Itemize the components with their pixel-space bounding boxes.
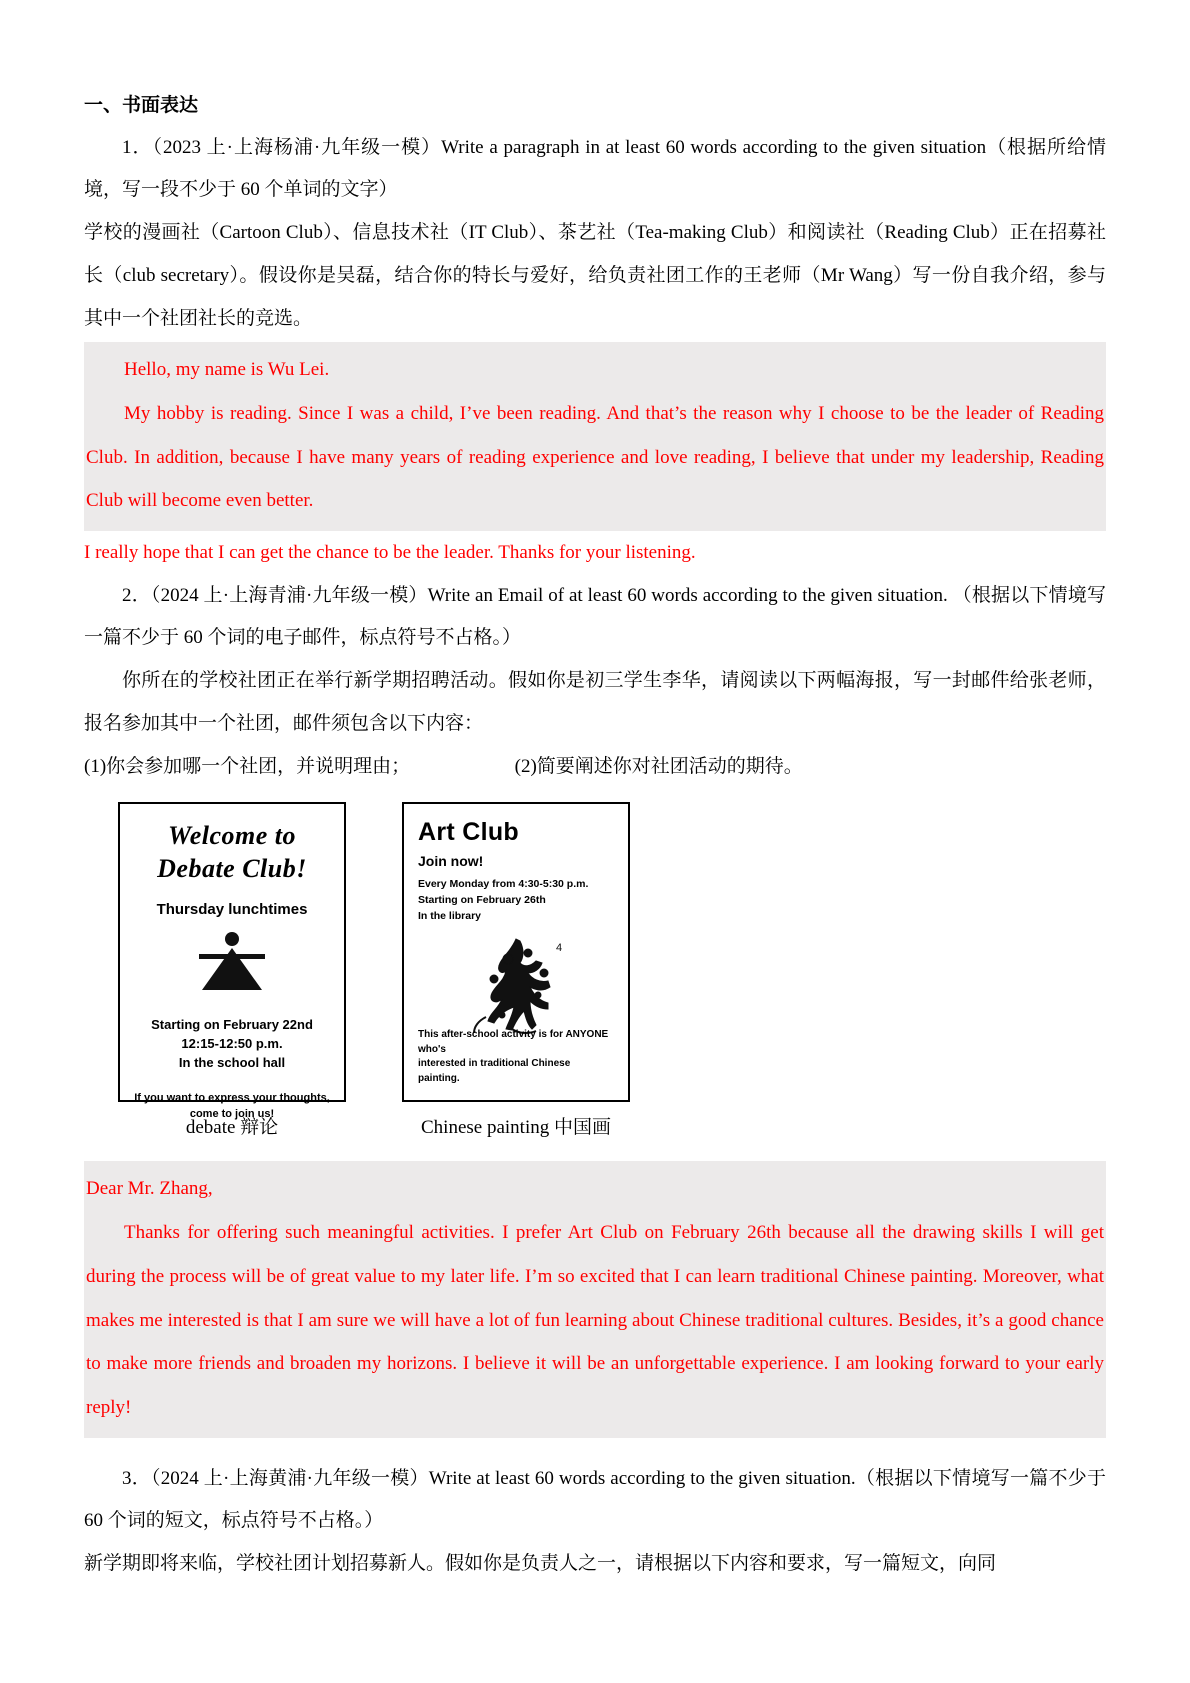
debate-poster-start-line3: In the school hall bbox=[178, 1055, 286, 1071]
answer-1-closing: I really hope that I can get the chance to be the leader. Thanks for your listening. bbox=[84, 542, 696, 563]
debate-poster-title-line1: Welcome to bbox=[168, 821, 296, 851]
debate-poster-subtitle: Thursday lunchtimes bbox=[156, 901, 308, 919]
debate-club-poster bbox=[118, 802, 346, 1120]
debate-poster-note-line1: If you want to express your thoughts, bbox=[134, 1091, 330, 1104]
poster-captions bbox=[118, 1112, 1106, 1139]
question-2-answer-block bbox=[84, 1161, 1106, 1437]
question-1-prompt: 1．（2023 上·上海杨浦·九年级一模）Write a paragraph in at least 60 words according to the given situation（根据所给情境，写一段不少于 60 个单词的文字） bbox=[84, 136, 1106, 201]
debate-poster-title-line2: Debate Club! bbox=[157, 853, 307, 883]
answer-1-greeting: Hello, my name is Wu Lei. bbox=[124, 359, 330, 381]
art-poster-footer-line2: interested in traditional Chinese painting. bbox=[418, 1058, 571, 1084]
answer-2-greeting: Dear Mr. Zhang, bbox=[86, 1178, 213, 1200]
art-poster-when-line3: In the library bbox=[418, 909, 482, 922]
art-poster-title: Art Club bbox=[418, 818, 519, 847]
question-3-situation: 新学期即将来临，学校社团计划招募新人。假如你是负责人之一，请根据以下内容和要求，写一篇短文，向同 bbox=[84, 1553, 997, 1575]
art-poster-when-line2: Starting on February 26th bbox=[418, 894, 546, 907]
page-title: 一、书面表达 bbox=[84, 95, 199, 116]
debate-poster-start-line2: 12:15-12:50 p.m. bbox=[181, 1036, 283, 1052]
svg-text:4: 4 bbox=[556, 941, 563, 954]
art-poster-join: Join now! bbox=[418, 853, 484, 870]
debate-poster-caption: debate 辩论 bbox=[185, 1117, 279, 1139]
question-1-situation: 学校的漫画社（Cartoon Club）、信息技术社（IT Club）、茶艺社（Tea-making Club）和阅读社（Reading Club）正在招募社长（club secretary）。假设你是吴磊，结合你的特长与爱好，给负责社团工作的王老师（Mr Wang）写一份自我介绍，参与其中一个社团社长的竞选。 bbox=[84, 222, 1106, 329]
art-poster-footer bbox=[418, 1028, 614, 1086]
question-1-answer-block bbox=[84, 342, 1106, 531]
debate-poster-note-line2: come to join us! bbox=[189, 1107, 275, 1120]
art-poster-caption: Chinese painting 中国画 bbox=[421, 1117, 611, 1139]
poster-row bbox=[118, 802, 1106, 1120]
question-2-requirements: (1)你会参加哪一个社团，并说明理由； (2)简要阐述你对社团活动的期待。 bbox=[84, 755, 803, 777]
art-poster-footer-line1: This after-school activity is for ANYONE who's bbox=[418, 1029, 609, 1055]
question-2-prompt: 2．（2024 上·上海青浦·九年级一模）Write an Email of at least 60 words according to the given situation. （根据以下情境写一篇不少于 60 个词的电子邮件，标点符号不占格。） bbox=[84, 584, 1106, 649]
speaker-podium-icon bbox=[195, 932, 269, 1006]
debate-poster-start-line1: Starting on February 22nd bbox=[151, 1017, 313, 1033]
question-3-prompt: 3．（2024 上·上海黄浦·九年级一模）Write at least 60 words according to the given situation.（根据以下情境写一篇不少于 60 个词的短文，标点符号不占格。） bbox=[84, 1467, 1106, 1532]
answer-2-body: Thanks for offering such meaningful activities. I prefer Art Club on February 26th because all the drawing skills I will get during the process will be of great value to my later life. I’m so excited that I can learn traditional Chinese painting. Moreover, what makes me interested is that I am sure we will have a lot of fun learning about Chinese traditional cultures. Besides, it’s a good chance to make more friends and broaden my horizons. I believe it will be an unforgettable experience. I am looking forward to your early reply! bbox=[86, 1222, 1104, 1418]
question-2-situation: 你所在的学校社团正在举行新学期招聘活动。假如你是初三学生李华，请阅读以下两幅海报，写一封邮件给张老师，报名参加其中一个社团，邮件须包含以下内容： bbox=[84, 670, 1106, 734]
answer-1-body: My hobby is reading. Since I was a child, I’ve been reading. And that’s the reason why I choose to be the leader of Reading Club. In addition, because I have many years of reading experience and love reading, I believe that under my leadership, Reading Club will become even better. bbox=[86, 402, 1104, 512]
art-poster-when-line1: Every Monday from 4:30-5:30 p.m. bbox=[418, 878, 589, 891]
art-club-poster bbox=[402, 802, 630, 1102]
